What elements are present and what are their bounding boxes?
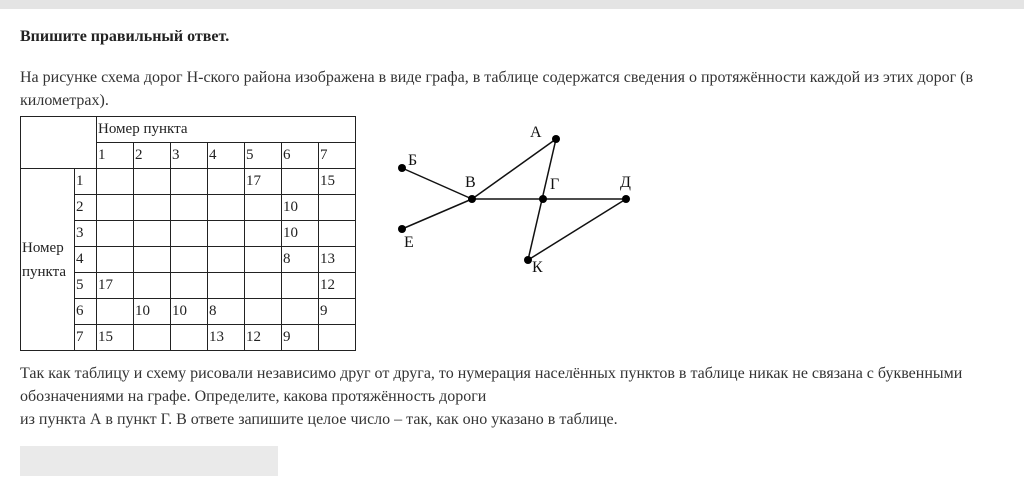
node-label: Г xyxy=(550,176,560,193)
distance-cell xyxy=(208,247,245,273)
distance-cell xyxy=(171,325,208,351)
distance-cell: 10 xyxy=(282,195,319,221)
task-intro: На рисунке схема дорог Н-ского района изображена в виде графа, в таблице содержатся сведения о протяжённости каждой из этих дорог (в километрах). xyxy=(20,69,974,109)
row-header-line: Номер xyxy=(22,239,64,256)
row-header xyxy=(21,169,75,351)
distance-cell xyxy=(134,195,171,221)
row-number: 4 xyxy=(75,247,97,273)
distance-cell xyxy=(319,325,356,351)
distance-cell xyxy=(208,273,245,299)
distance-cell: 8 xyxy=(282,247,319,273)
node-label: В xyxy=(465,174,476,191)
distance-cell xyxy=(134,247,171,273)
distance-cell xyxy=(134,273,171,299)
distance-cell xyxy=(171,221,208,247)
road-edge xyxy=(528,199,626,260)
distance-cell: 8 xyxy=(208,299,245,325)
distance-cell xyxy=(97,221,134,247)
distance-cell: 12 xyxy=(245,325,282,351)
distance-cell xyxy=(282,273,319,299)
row-number: 1 xyxy=(75,169,97,195)
distance-cell: 17 xyxy=(97,273,134,299)
graph-node xyxy=(468,195,476,203)
column-header: Номер пункта xyxy=(97,117,356,143)
distance-cell xyxy=(171,169,208,195)
column-number: 3 xyxy=(171,143,208,169)
distance-cell xyxy=(171,195,208,221)
distance-cell xyxy=(171,247,208,273)
column-number: 4 xyxy=(208,143,245,169)
distance-cell: 12 xyxy=(319,273,356,299)
column-number: 7 xyxy=(319,143,356,169)
column-number: 1 xyxy=(97,143,134,169)
distance-cell xyxy=(245,195,282,221)
distance-cell xyxy=(134,325,171,351)
graph-node xyxy=(622,195,630,203)
distance-cell xyxy=(245,247,282,273)
table-corner xyxy=(21,117,97,169)
distance-cell: 9 xyxy=(319,299,356,325)
answer-input[interactable] xyxy=(20,446,278,476)
distance-cell xyxy=(282,299,319,325)
task-question xyxy=(20,362,1010,431)
column-number: 6 xyxy=(282,143,319,169)
distance-cell xyxy=(319,195,356,221)
node-label: Е xyxy=(404,234,414,251)
graph-node xyxy=(398,225,406,233)
distance-cell xyxy=(208,195,245,221)
road-edge xyxy=(472,139,556,199)
node-label: К xyxy=(532,259,543,276)
distance-cell xyxy=(134,221,171,247)
distance-cell xyxy=(208,169,245,195)
distance-cell: 10 xyxy=(171,299,208,325)
node-label: Б xyxy=(408,152,418,169)
table-row xyxy=(21,169,356,195)
row-number: 6 xyxy=(75,299,97,325)
row-number: 7 xyxy=(75,325,97,351)
distance-cell xyxy=(245,273,282,299)
distance-cell xyxy=(97,299,134,325)
distance-cell: 9 xyxy=(282,325,319,351)
distance-table xyxy=(20,116,356,351)
distance-cell xyxy=(208,221,245,247)
graph-node xyxy=(524,256,532,264)
road-edge xyxy=(402,199,472,229)
distance-cell: 15 xyxy=(97,325,134,351)
distance-cell xyxy=(319,221,356,247)
column-number: 2 xyxy=(134,143,171,169)
distance-cell xyxy=(97,169,134,195)
column-number: 5 xyxy=(245,143,282,169)
distance-cell: 17 xyxy=(245,169,282,195)
row-number: 2 xyxy=(75,195,97,221)
distance-cell: 10 xyxy=(282,221,319,247)
row-header-line: пункта xyxy=(22,263,67,280)
distance-cell xyxy=(245,221,282,247)
distance-cell xyxy=(245,299,282,325)
graph-node xyxy=(539,195,547,203)
distance-cell: 13 xyxy=(208,325,245,351)
node-label: Д xyxy=(620,174,631,191)
node-label: А xyxy=(530,124,542,141)
distance-cell xyxy=(171,273,208,299)
distance-cell xyxy=(97,247,134,273)
graph-node xyxy=(552,135,560,143)
top-bar xyxy=(0,0,1024,9)
road-graph xyxy=(380,118,640,278)
row-number: 3 xyxy=(75,221,97,247)
question-line: Так как таблицу и схему рисовали независимо друг от друга, то нумерация населённых пунктов в таблице никак не связана с буквенными обозначениями на графе. Определите, какова протяжённость дороги xyxy=(20,365,963,405)
row-number: 5 xyxy=(75,273,97,299)
road-edge xyxy=(402,168,472,199)
graph-node xyxy=(398,164,406,172)
distance-cell: 10 xyxy=(134,299,171,325)
distance-cell: 13 xyxy=(319,247,356,273)
distance-cell xyxy=(282,169,319,195)
task-instruction: Впишите правильный ответ. xyxy=(20,28,230,45)
distance-cell xyxy=(97,195,134,221)
question-line: из пункта А в пункт Г. В ответе запишите целое число – так, как оно указано в таблице. xyxy=(20,411,618,428)
distance-cell xyxy=(134,169,171,195)
distance-cell: 15 xyxy=(319,169,356,195)
